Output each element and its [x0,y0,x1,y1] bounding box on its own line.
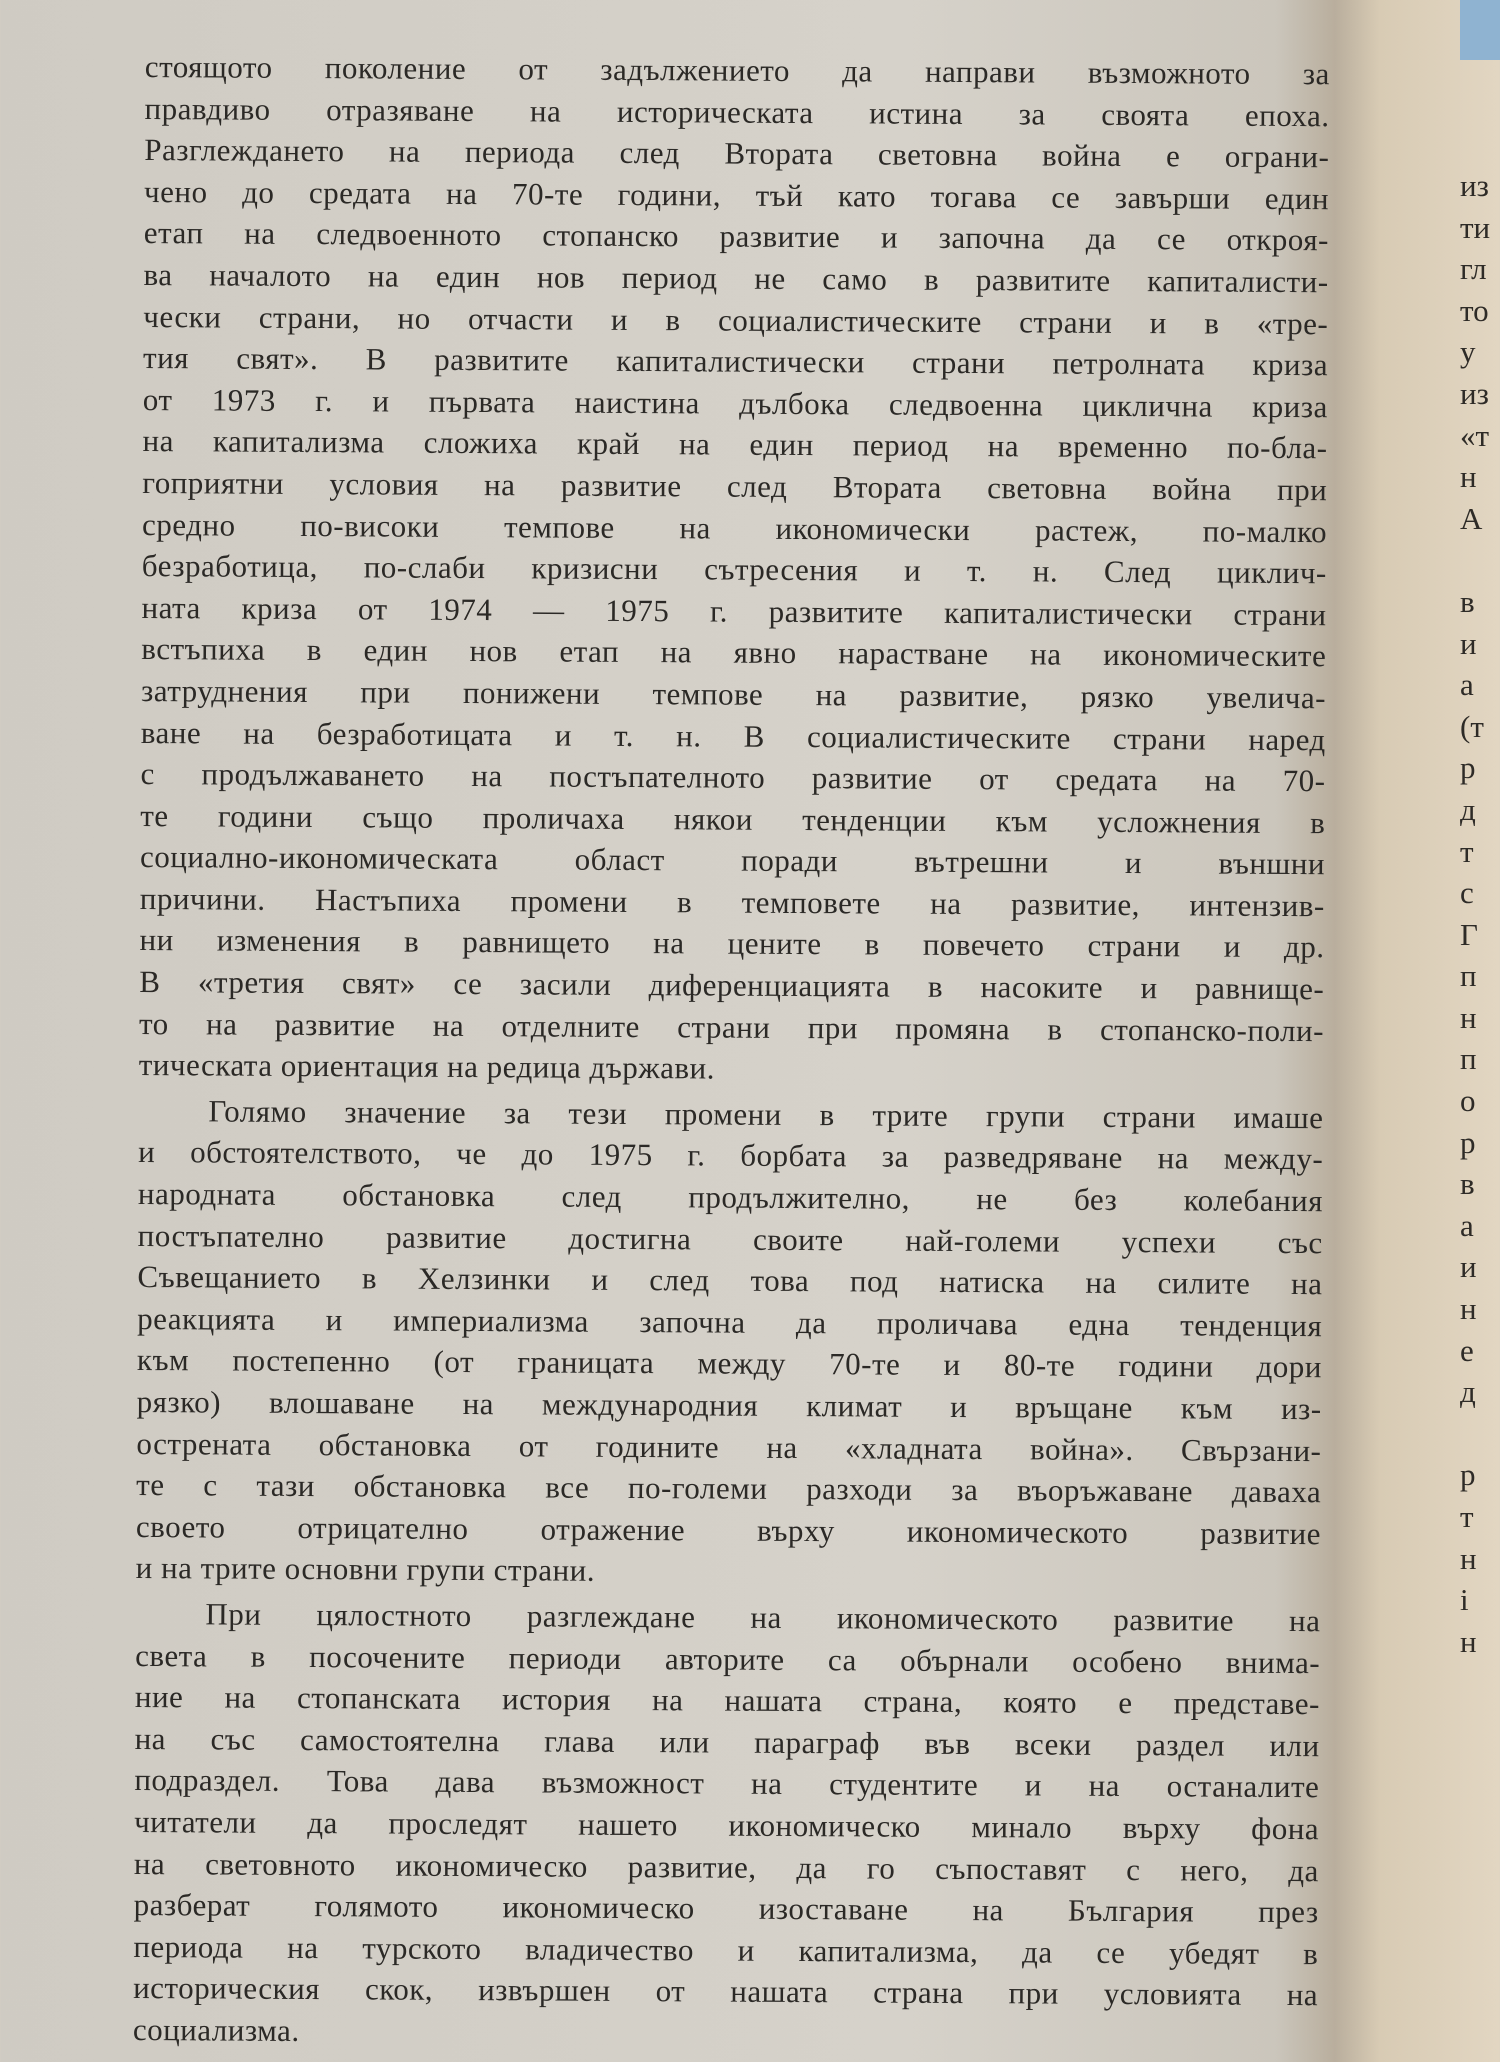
text-line: и на трите основни групи страни. [135,1550,596,1589]
fragment-line: в [1460,1166,1475,1202]
fragment-line: ти [1460,209,1491,245]
text-line: При цялостното разглеждане на икономическото развитие на [205,1596,1321,1639]
fragment-line: і [1460,1582,1469,1618]
text-line: рязко) влошаване на международния климат и връщане към из- [136,1383,1322,1427]
text-line: етап на следвоенното стопанско развитие и започна да се откроя- [143,215,1329,258]
fragment-line: гл [1460,251,1487,287]
text-line: на капитализма сложиха край на един период на временно по-бла- [142,423,1328,466]
text-line: причини. Настъпиха промени в темповете на развитие, интензив- [139,880,1325,924]
text-line: безработица, по-слаби кризисни сътресения и т. н. След циклич- [141,548,1327,591]
fragment-line: т [1460,1499,1474,1534]
fragment-line: т [1460,833,1474,869]
text-line: ни изменения в равнището на цените в повечето страни и др. [139,922,1325,965]
text-line: социално-икономическата област поради вътрешни и външни [139,839,1326,882]
background-edge [1460,0,1500,60]
text-line: постъпателно развитие достигна своите най-големи успехи със [137,1217,1323,1260]
paragraph [139,46,1330,1093]
text-line: затруднения при понижени темпове на развитие, рязко увеличa- [140,672,1327,716]
text-line: тия свят». В развитите капиталистически страни петролната криза [142,340,1329,383]
fragment-line: н [1460,459,1477,495]
text-line: то на развитие на отделните страни при промяна в стопанско-поли- [138,1005,1325,1048]
text-line: на световното икономическо развитие, да го съпоставят с него, да [133,1845,1319,1888]
text-line: периода на турското владичество и капитализма, да се убедят в [133,1928,1319,1971]
fragment-line: о [1460,1083,1476,1119]
text-line: правдиво отразяване на историческата истина за своята епоха. [144,90,1330,133]
fragment-line: а [1460,1207,1474,1243]
fragment-line: А [1460,500,1483,536]
fragment-line: р [1460,1124,1476,1160]
fragment-line: н [1460,999,1477,1035]
fragment-line: в [1460,583,1475,619]
text-line: средно по-високи темпове на икономически растеж, по-малко [141,506,1328,549]
text-line: В «третия свят» се засили диференциацията в насоките и равнище- [139,964,1325,1007]
text-line: ната криза от 1974 — 1975 г. развитите капиталистически страни [141,589,1327,632]
text-line: те години също проличаха някои тенденции към усложнения в [140,797,1326,840]
fragment-line: «т [1460,417,1490,453]
text-line: те с тази обстановка все по-големи разходи за въоръжаване даваха [136,1467,1322,1510]
text-line: тическата ориентация на редица държави. [138,1047,716,1086]
text-line: своето отрицателно отражение върху икономическото развитие [135,1508,1322,1551]
fragment-line: н [1460,1623,1477,1659]
paragraph [133,1593,1321,2058]
text-line: острената обстановка от годините на «хладната война». Свързани- [136,1425,1322,1468]
text-line: към постепенно (от границата между 70-те и 80-те години дори [136,1342,1323,1385]
fragment-line: с [1460,875,1474,911]
fragment-line: р [1460,1457,1476,1493]
paragraph [136,1090,1324,1596]
text-line: ва началото на един нов период не само в развитите капиталисти- [143,256,1329,300]
fragment-line: е [1460,1332,1474,1368]
fragment-line: и [1460,1249,1477,1285]
fragment-line: р [1460,750,1476,786]
fragment-line: п [1460,1041,1477,1077]
text-line: стоящото поколение от задължението да направи възможното за [144,48,1330,92]
text-line: ние на стопанската история на нашата страна, която е представе- [134,1679,1321,1722]
text-line: разберат голямото икономическо изоставане на България през [133,1887,1319,1930]
fragment-line: д [1460,791,1476,827]
fragment-line: у [1460,334,1476,370]
fragment-line: (т [1460,708,1484,744]
text-line: с продължаването на постъпателното развитие от средата на 70- [140,756,1326,799]
text-line: Голямо значение за тези промени в трите групи страни имаше [208,1093,1324,1136]
text-line: Разглеждането на периода след Втората световна война е ограни- [144,132,1330,175]
fragment-line: а [1460,667,1474,703]
fragment-line: из [1460,375,1489,411]
text-line: социализма. [132,2011,300,2048]
fragment-line: д [1460,1374,1476,1410]
text-line: реакцията и империализма започна да проличава една тенденция [137,1300,1323,1344]
fragment-line: то [1460,292,1489,328]
fragment-line [1460,539,1490,581]
text-line: народната обстановка след продължително, не без колебания [137,1176,1324,1219]
text-line: света в посочените периоди авторите са обърнали особено внима- [135,1637,1321,1680]
text-line: от 1973 г. и първата наистина дълбока следвоенна циклична криза [142,381,1328,424]
text-line: на със самостоятелна глава или параграф във всеки раздел или [134,1720,1320,1763]
fragment-line: Г [1460,916,1478,952]
text-line: гоприятни условия на развитие след Втората световна война при [142,464,1328,508]
adjacent-page-text-fragments [1460,165,1490,1662]
fragment-line: п [1460,958,1477,994]
fragment-line: из [1460,168,1489,203]
text-line: Съвещанието в Хелзинки и след това под натиска на силите на [137,1259,1323,1302]
fragment-line [1460,1413,1490,1455]
text-line: подраздел. Това дава възможност на студентите и на останалите [134,1762,1320,1805]
text-line: чено до средата на 70-те години, тъй като тогава се завърши един [144,173,1330,217]
text-line: историческия скок, извършен от нашата страна при условията на [133,1970,1319,2013]
text-line: встъпиха в един нов етап на явно нарастване на икономическите [141,631,1327,674]
text-line: ване на безработицата и т. н. В социалистическите страни наред [140,714,1326,757]
text-line: чески страни, но отчасти и в социалистическите страни и в «тре- [143,298,1329,341]
text-line: и обстоятелството, че до 1975 г. борбата за разведряване на между- [138,1134,1324,1177]
fragment-line: н [1460,1540,1477,1576]
main-text-column [133,46,1330,2062]
fragment-line: и [1460,625,1477,661]
fragment-line: н [1460,1291,1477,1327]
text-line: читатели да проследят нашето икономическо минало върху фона [134,1803,1320,1847]
